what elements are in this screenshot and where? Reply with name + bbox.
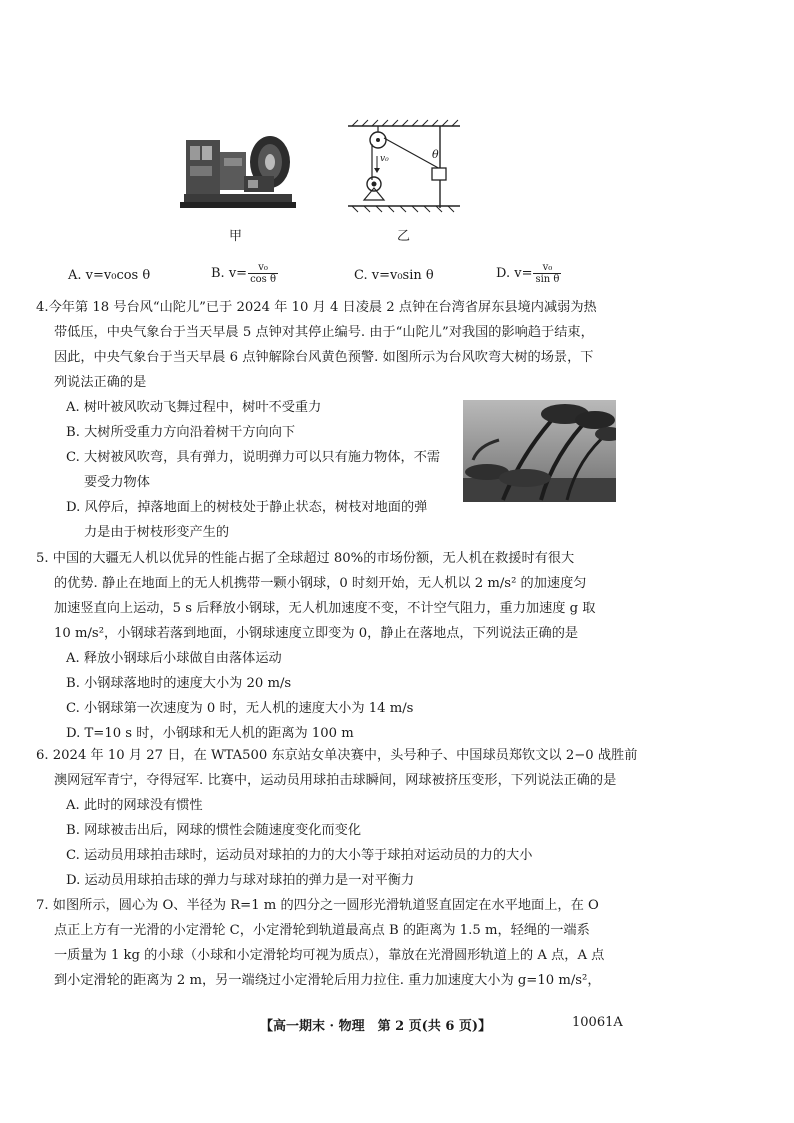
q4-choice-c: C. 大树被风吹弯，具有弹力，说明弹力可以只有施力物体，不需 [66, 450, 441, 465]
footer-page-info: 【高一期末 · 物理 第 2 页(共 6 页)】 [260, 1019, 492, 1034]
q3-option-d [496, 262, 561, 285]
figure-jia-label: 甲 [229, 229, 243, 244]
question-text-line: 因此，中央气象台于当天早晨 6 点钟解除台风黄色预警. 如图所示为台风吹弯大树的场景，下 [54, 350, 594, 365]
q3-option-a: A. v=v₀cos θ [68, 268, 151, 283]
q4-choice-c-cont: 要受力物体 [84, 475, 150, 490]
question-text-line: 点正上方有一光滑的小定滑轮 C，小定滑轮到轨道最高点 B 的距离为 1.5 m，轻绳的一端系 [54, 923, 590, 938]
question-5 [36, 546, 596, 746]
q3-options [68, 262, 708, 292]
figure-yi-label: 乙 [397, 229, 411, 244]
v0-label: v₀ [380, 154, 389, 164]
q5-choice-d: D. T=10 s 时，小钢球和无人机的距离为 100 m [66, 726, 354, 741]
question-7 [36, 893, 604, 993]
q3-option-b-fraction [248, 262, 278, 285]
question-text-line: 4.今年第 18 号台风“山陀儿”已于 2024 年 10 月 4 日凌晨 2 点钟在台湾省屏东县境内减弱为热 [36, 300, 597, 315]
q4-choice-a: A. 树叶被风吹动飞舞过程中，树叶不受重力 [66, 400, 322, 415]
pulley-diagram [344, 118, 464, 216]
question-text-line: 7. 如图所示，圆心为 O、半径为 R=1 m 的四分之一圆形光滑轨道竖直固定在水平地面上，在 O [36, 898, 599, 913]
q5-choice-b: B. 小钢球落地时的速度大小为 20 m/s [66, 676, 292, 691]
q4-choice-b: B. 大树所受重力方向沿着树干方向向下 [66, 425, 296, 440]
question-text-line: 澳网冠军青宁，夺得冠军. 比赛中，运动员用球拍击球瞬间，网球被挤压变形，下列说法正确的是 [54, 773, 617, 788]
q5-choice-a: A. 释放小钢球后小球做自由落体运动 [66, 651, 282, 666]
fraction-numerator: v₀ [533, 262, 561, 274]
q3-option-d-fraction [533, 262, 561, 285]
q3-option-b [211, 262, 278, 285]
question-text-line: 到小定滑轮的距离为 2 m，另一端绕过小定滑轮后用力拉住. 重力加速度大小为 g=10 m/s²， [54, 973, 601, 988]
fraction-denominator: sin θ [535, 274, 560, 285]
q6-choice-d: D. 运动员用球拍击球的弹力与球对球拍的弹力是一对平衡力 [66, 873, 415, 888]
question-text-line: 加速竖直向上运动，5 s 后释放小钢球，无人机加速度不变，不计空气阻力，重力加速度 g 取 [54, 601, 596, 616]
footer-exam-code: 10061A [572, 1015, 623, 1030]
typhoon-tree-photo [463, 400, 616, 502]
typhoon-tree-illustration [463, 400, 616, 502]
question-text-line: 10 m/s²，小钢球若落到地面，小钢球速度立即变为 0，静止在落地点，下列说法正确的是 [54, 626, 579, 641]
q3-option-d-prefix: D. v= [496, 266, 533, 281]
q4-choice-d: D. 风停后，掉落地面上的树枝处于静止状态，树枝对地面的弹 [66, 500, 428, 515]
question-6 [36, 743, 637, 893]
winch-figure [178, 122, 298, 214]
q6-choice-c: C. 运动员用球拍击球时，运动员对球拍的力的大小等于球拍对运动员的力的大小 [66, 848, 533, 863]
q6-choice-b: B. 网球被击出后，网球的惯性会随速度变化而变化 [66, 823, 362, 838]
question-text-line: 列说法正确的是 [54, 375, 147, 390]
question-text-line: 带低压，中央气象台于当天早晨 5 点钟对其停止编号. 由于“山陀儿”对我国的影响趋于结束， [54, 325, 594, 340]
fraction-numerator: v₀ [248, 262, 278, 274]
q3-option-c: C. v=v₀sin θ [354, 268, 434, 283]
theta-label: θ [432, 148, 439, 161]
q3-option-b-prefix: B. v= [211, 266, 248, 281]
winch-machine-illustration [178, 122, 298, 214]
question-text-line: 5. 中国的大疆无人机以优异的性能占据了全球超过 80%的市场份额，无人机在救援时有很大 [36, 551, 575, 566]
question-text-line: 的优势. 静止在地面上的无人机携带一颗小钢球，0 时刻开始，无人机以 2 m/s² 的加速度匀 [54, 576, 587, 591]
fraction-denominator: cos θ [250, 274, 277, 285]
q4-choice-d-cont: 力是由于树枝形变产生的 [84, 525, 230, 540]
pulley-diagram-svg [344, 118, 464, 216]
q6-choice-a: A. 此时的网球没有惯性 [66, 798, 203, 813]
question-text-line: 一质量为 1 kg 的小球（小球和小定滑轮均可视为质点），靠放在光滑圆形轨道上的 A 点，A 点 [54, 948, 605, 963]
question-text-line: 6. 2024 年 10 月 27 日，在 WTA500 东京站女单决赛中，头号种子、中国球员郑钦文以 2−0 战胜前 [36, 748, 638, 763]
q5-choice-c: C. 小钢球第一次速度为 0 时，无人机的速度大小为 14 m/s [66, 701, 414, 716]
